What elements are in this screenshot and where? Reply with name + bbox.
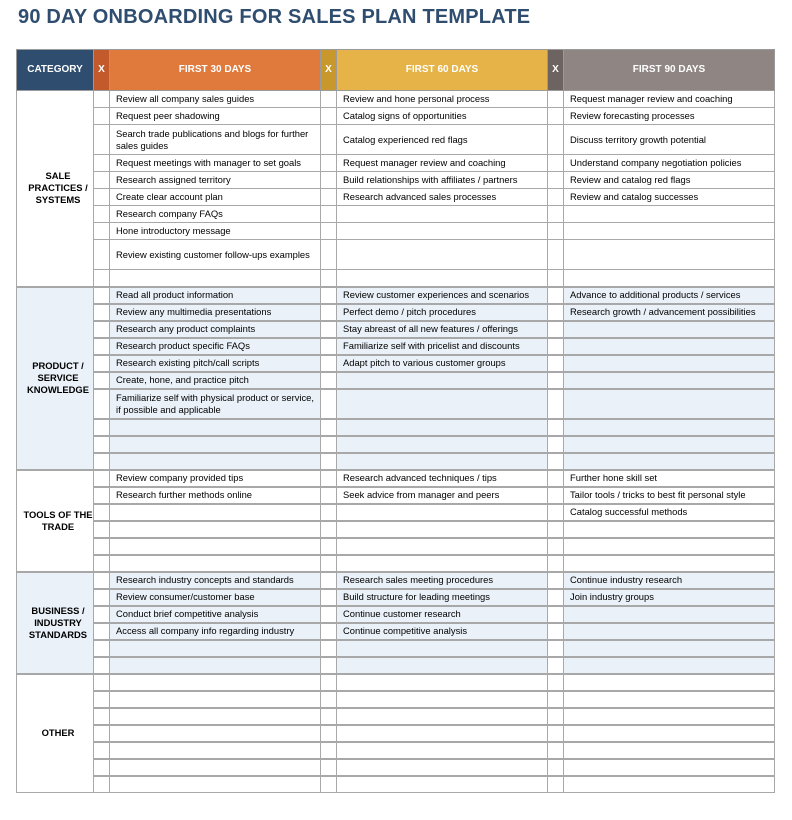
task-cell-d60[interactable]: [337, 504, 548, 521]
task-cell-d60[interactable]: [337, 223, 548, 240]
task-cell-d30[interactable]: Request meetings with manager to set goals: [110, 155, 321, 172]
checkbox-cell-d60[interactable]: [321, 691, 337, 708]
task-cell-d30[interactable]: Create, hone, and practice pitch: [110, 372, 321, 389]
checkbox-cell-d90[interactable]: [548, 189, 564, 206]
checkbox-cell-d90[interactable]: [548, 555, 564, 572]
checkbox-cell-d90[interactable]: [548, 538, 564, 555]
checkbox-cell-d30[interactable]: [94, 691, 110, 708]
checkbox-cell-d30[interactable]: [94, 172, 110, 189]
checkbox-cell-d30[interactable]: [94, 372, 110, 389]
task-cell-d60[interactable]: [337, 372, 548, 389]
task-cell-d90[interactable]: [564, 240, 775, 270]
table-row: [17, 372, 775, 389]
task-cell-d60[interactable]: [337, 691, 548, 708]
task-cell-d60[interactable]: Catalog experienced red flags: [337, 125, 548, 155]
checkbox-cell-d60[interactable]: [321, 589, 337, 606]
checkbox-cell-d90[interactable]: [548, 657, 564, 674]
task-cell-d90[interactable]: [564, 223, 775, 240]
task-cell-d60[interactable]: Continue competitive analysis: [337, 623, 548, 640]
task-cell-d90[interactable]: [564, 657, 775, 674]
checkbox-cell-d90[interactable]: [548, 338, 564, 355]
task-cell-d90[interactable]: Review and catalog red flags: [564, 172, 775, 189]
checkbox-cell-d30[interactable]: [94, 453, 110, 470]
checkbox-cell-d90[interactable]: [548, 389, 564, 419]
checkbox-cell-d60[interactable]: [321, 470, 337, 487]
task-cell-d60[interactable]: Stay abreast of all new features / offerings: [337, 321, 548, 338]
table-row: [17, 776, 775, 793]
checkbox-cell-d90[interactable]: [548, 708, 564, 725]
task-cell-d60[interactable]: [337, 725, 548, 742]
task-cell-d60[interactable]: [337, 657, 548, 674]
checkbox-cell-d30[interactable]: [94, 270, 110, 287]
checkbox-cell-d30[interactable]: [94, 674, 110, 691]
checkbox-cell-d90[interactable]: [548, 155, 564, 172]
checkbox-cell-d90[interactable]: [548, 240, 564, 270]
table-row: [17, 125, 775, 155]
checkbox-cell-d90[interactable]: [548, 172, 564, 189]
task-cell-d60[interactable]: [337, 776, 548, 793]
task-cell-d30[interactable]: [110, 504, 321, 521]
table-row: [17, 623, 775, 640]
check-header-90: X: [548, 50, 564, 91]
task-cell-d90[interactable]: [564, 270, 775, 287]
table-row: [17, 355, 775, 372]
checkbox-cell-d60[interactable]: [321, 708, 337, 725]
task-cell-d90[interactable]: [564, 708, 775, 725]
checkbox-cell-d60[interactable]: [321, 640, 337, 657]
task-cell-d90[interactable]: [564, 338, 775, 355]
category-group: [17, 287, 775, 470]
table-row: [17, 419, 775, 436]
table-row: [17, 470, 775, 487]
task-cell-d30[interactable]: [110, 640, 321, 657]
task-cell-d30[interactable]: Research company FAQs: [110, 206, 321, 223]
checkbox-cell-d60[interactable]: [321, 155, 337, 172]
task-cell-d60[interactable]: Request manager review and coaching: [337, 155, 548, 172]
table-row: [17, 223, 775, 240]
checkbox-cell-d60[interactable]: [321, 572, 337, 589]
task-cell-d90[interactable]: [564, 759, 775, 776]
checkbox-cell-d30[interactable]: [94, 623, 110, 640]
task-cell-d60[interactable]: [337, 708, 548, 725]
table-row: [17, 91, 775, 108]
checkbox-cell-d60[interactable]: [321, 108, 337, 125]
checkbox-cell-d30[interactable]: [94, 538, 110, 555]
checkbox-cell-d30[interactable]: [94, 572, 110, 589]
checkbox-cell-d90[interactable]: [548, 759, 564, 776]
header-row: [17, 50, 775, 91]
first-30-days-header: FIRST 30 DAYS: [110, 50, 321, 91]
checkbox-cell-d30[interactable]: [94, 521, 110, 538]
table-row: [17, 389, 775, 419]
task-cell-d90[interactable]: [564, 776, 775, 793]
checkbox-cell-d30[interactable]: [94, 419, 110, 436]
task-cell-d90[interactable]: Continue industry research: [564, 572, 775, 589]
category-label: SALE PRACTICES / SYSTEMS: [17, 91, 94, 287]
category-header: CATEGORY: [17, 50, 94, 91]
table-row: [17, 172, 775, 189]
checkbox-cell-d60[interactable]: [321, 453, 337, 470]
category-group: [17, 91, 775, 287]
task-cell-d30[interactable]: [110, 436, 321, 453]
task-cell-d30[interactable]: [110, 708, 321, 725]
task-cell-d30[interactable]: [110, 555, 321, 572]
table-row: [17, 725, 775, 742]
category-group: [17, 674, 775, 793]
checkbox-cell-d60[interactable]: [321, 487, 337, 504]
checkbox-cell-d30[interactable]: [94, 776, 110, 793]
task-cell-d90[interactable]: Review forecasting processes: [564, 108, 775, 125]
checkbox-cell-d30[interactable]: [94, 470, 110, 487]
task-cell-d90[interactable]: [564, 606, 775, 623]
task-cell-d60[interactable]: Research advanced sales processes: [337, 189, 548, 206]
checkbox-cell-d30[interactable]: [94, 389, 110, 419]
table-row: [17, 108, 775, 125]
task-cell-d30[interactable]: [110, 538, 321, 555]
checkbox-cell-d90[interactable]: [548, 372, 564, 389]
table-row: [17, 436, 775, 453]
table-row: [17, 304, 775, 321]
checkbox-cell-d90[interactable]: [548, 453, 564, 470]
task-cell-d30[interactable]: Review any multimedia presentations: [110, 304, 321, 321]
category-label: PRODUCT / SERVICE KNOWLEDGE: [17, 287, 94, 470]
checkbox-cell-d60[interactable]: [321, 304, 337, 321]
checkbox-cell-d60[interactable]: [321, 338, 337, 355]
task-cell-d60[interactable]: Continue customer research: [337, 606, 548, 623]
checkbox-cell-d30[interactable]: [94, 742, 110, 759]
checkbox-cell-d30[interactable]: [94, 725, 110, 742]
task-cell-d30[interactable]: Create clear account plan: [110, 189, 321, 206]
checkbox-cell-d60[interactable]: [321, 91, 337, 108]
table-row: [17, 206, 775, 223]
task-cell-d90[interactable]: [564, 453, 775, 470]
checkbox-cell-d30[interactable]: [94, 759, 110, 776]
category-label: TOOLS OF THE TRADE: [17, 470, 94, 572]
task-cell-d30[interactable]: Research any product complaints: [110, 321, 321, 338]
checkbox-cell-d30[interactable]: [94, 321, 110, 338]
checkbox-cell-d60[interactable]: [321, 389, 337, 419]
checkbox-cell-d60[interactable]: [321, 623, 337, 640]
checkbox-cell-d60[interactable]: [321, 223, 337, 240]
task-cell-d60[interactable]: Build relationships with affiliates / partners: [337, 172, 548, 189]
checkbox-cell-d90[interactable]: [548, 640, 564, 657]
task-cell-d90[interactable]: Request manager review and coaching: [564, 91, 775, 108]
task-cell-d90[interactable]: [564, 742, 775, 759]
task-cell-d30[interactable]: Research existing pitch/call scripts: [110, 355, 321, 372]
task-cell-d30[interactable]: [110, 419, 321, 436]
table-row: [17, 742, 775, 759]
table-row: [17, 538, 775, 555]
checkbox-cell-d30[interactable]: [94, 287, 110, 304]
checkbox-cell-d60[interactable]: [321, 240, 337, 270]
checkbox-cell-d60[interactable]: [321, 125, 337, 155]
task-cell-d90[interactable]: [564, 321, 775, 338]
checkbox-cell-d60[interactable]: [321, 674, 337, 691]
checkbox-cell-d30[interactable]: [94, 108, 110, 125]
task-cell-d90[interactable]: [564, 691, 775, 708]
table-row: [17, 674, 775, 691]
category-label: BUSINESS / INDUSTRY STANDARDS: [17, 572, 94, 674]
checkbox-cell-d60[interactable]: [321, 606, 337, 623]
table-row: [17, 504, 775, 521]
checkbox-cell-d30[interactable]: [94, 240, 110, 270]
checkbox-cell-d30[interactable]: [94, 206, 110, 223]
table-row: [17, 155, 775, 172]
checkbox-cell-d30[interactable]: [94, 589, 110, 606]
checkbox-cell-d30[interactable]: [94, 338, 110, 355]
checkbox-cell-d30[interactable]: [94, 91, 110, 108]
task-cell-d90[interactable]: Discuss territory growth potential: [564, 125, 775, 155]
table-row: [17, 270, 775, 287]
checkbox-cell-d90[interactable]: [548, 674, 564, 691]
task-cell-d60[interactable]: Adapt pitch to various customer groups: [337, 355, 548, 372]
task-cell-d30[interactable]: Research assigned territory: [110, 172, 321, 189]
check-header-30: X: [94, 50, 110, 91]
table-row: [17, 606, 775, 623]
task-cell-d90[interactable]: [564, 725, 775, 742]
task-cell-d90[interactable]: Catalog successful methods: [564, 504, 775, 521]
checkbox-cell-d60[interactable]: [321, 372, 337, 389]
table-row: [17, 338, 775, 355]
task-cell-d30[interactable]: [110, 725, 321, 742]
first-90-days-header: FIRST 90 DAYS: [564, 50, 775, 91]
checkbox-cell-d60[interactable]: [321, 555, 337, 572]
checkbox-cell-d90[interactable]: [548, 223, 564, 240]
checkbox-cell-d90[interactable]: [548, 287, 564, 304]
task-cell-d60[interactable]: [337, 538, 548, 555]
task-cell-d30[interactable]: Search trade publications and blogs for further sales guides: [110, 125, 321, 155]
checkbox-cell-d30[interactable]: [94, 657, 110, 674]
task-cell-d90[interactable]: [564, 555, 775, 572]
task-cell-d60[interactable]: [337, 419, 548, 436]
task-cell-d30[interactable]: [110, 742, 321, 759]
table-row: [17, 555, 775, 572]
table-row: [17, 759, 775, 776]
task-cell-d90[interactable]: [564, 674, 775, 691]
table-row: [17, 521, 775, 538]
checkbox-cell-d60[interactable]: [321, 189, 337, 206]
checkbox-cell-d30[interactable]: [94, 304, 110, 321]
task-cell-d90[interactable]: [564, 436, 775, 453]
checkbox-cell-d90[interactable]: [548, 521, 564, 538]
checkbox-cell-d30[interactable]: [94, 436, 110, 453]
task-cell-d60[interactable]: [337, 674, 548, 691]
checkbox-cell-d60[interactable]: [321, 759, 337, 776]
task-cell-d30[interactable]: Review consumer/customer base: [110, 589, 321, 606]
task-cell-d30[interactable]: [110, 776, 321, 793]
checkbox-cell-d90[interactable]: [548, 776, 564, 793]
checkbox-cell-d60[interactable]: [321, 657, 337, 674]
task-cell-d30[interactable]: Research product specific FAQs: [110, 338, 321, 355]
task-cell-d30[interactable]: [110, 270, 321, 287]
checkbox-cell-d30[interactable]: [94, 223, 110, 240]
check-header-60: X: [321, 50, 337, 91]
checkbox-cell-d30[interactable]: [94, 355, 110, 372]
task-cell-d90[interactable]: Understand company negotiation policies: [564, 155, 775, 172]
checkbox-cell-d90[interactable]: [548, 355, 564, 372]
checkbox-cell-d60[interactable]: [321, 725, 337, 742]
checkbox-cell-d90[interactable]: [548, 725, 564, 742]
task-cell-d30[interactable]: Read all product information: [110, 287, 321, 304]
category-label: OTHER: [17, 674, 94, 793]
checkbox-cell-d90[interactable]: [548, 742, 564, 759]
table-row: [17, 487, 775, 504]
checkbox-cell-d90[interactable]: [548, 470, 564, 487]
checkbox-cell-d90[interactable]: [548, 487, 564, 504]
task-cell-d60[interactable]: [337, 742, 548, 759]
checkbox-cell-d60[interactable]: [321, 504, 337, 521]
checkbox-cell-d30[interactable]: [94, 189, 110, 206]
task-cell-d30[interactable]: Review existing customer follow-ups examples: [110, 240, 321, 270]
task-cell-d30[interactable]: [110, 674, 321, 691]
checkbox-cell-d90[interactable]: [548, 436, 564, 453]
task-cell-d60[interactable]: Research sales meeting procedures: [337, 572, 548, 589]
table-row: [17, 321, 775, 338]
task-cell-d60[interactable]: Review customer experiences and scenarios: [337, 287, 548, 304]
table-row: [17, 708, 775, 725]
task-cell-d90[interactable]: [564, 623, 775, 640]
checkbox-cell-d90[interactable]: [548, 623, 564, 640]
task-cell-d30[interactable]: Request peer shadowing: [110, 108, 321, 125]
category-group: [17, 470, 775, 572]
checkbox-cell-d90[interactable]: [548, 321, 564, 338]
checkbox-cell-d60[interactable]: [321, 287, 337, 304]
task-cell-d90[interactable]: [564, 538, 775, 555]
table-row: [17, 589, 775, 606]
checkbox-cell-d60[interactable]: [321, 742, 337, 759]
table-row: [17, 287, 775, 304]
task-cell-d90[interactable]: [564, 640, 775, 657]
task-cell-d90[interactable]: [564, 521, 775, 538]
task-cell-d90[interactable]: [564, 206, 775, 223]
checkbox-cell-d90[interactable]: [548, 589, 564, 606]
task-cell-d60[interactable]: Review and hone personal process: [337, 91, 548, 108]
task-cell-d60[interactable]: Build structure for leading meetings: [337, 589, 548, 606]
checkbox-cell-d60[interactable]: [321, 538, 337, 555]
checkbox-cell-d90[interactable]: [548, 125, 564, 155]
task-cell-d90[interactable]: Research growth / advancement possibilities: [564, 304, 775, 321]
checkbox-cell-d90[interactable]: [548, 304, 564, 321]
task-cell-d60[interactable]: [337, 436, 548, 453]
checkbox-cell-d60[interactable]: [321, 521, 337, 538]
checkbox-cell-d90[interactable]: [548, 91, 564, 108]
checkbox-cell-d60[interactable]: [321, 436, 337, 453]
checkbox-cell-d60[interactable]: [321, 270, 337, 287]
task-cell-d60[interactable]: [337, 521, 548, 538]
task-cell-d90[interactable]: [564, 419, 775, 436]
task-cell-d60[interactable]: [337, 270, 548, 287]
task-cell-d60[interactable]: [337, 206, 548, 223]
task-cell-d30[interactable]: Familiarize self with physical product or service, if possible and applicable: [110, 389, 321, 419]
category-group: [17, 572, 775, 674]
task-cell-d90[interactable]: [564, 372, 775, 389]
task-cell-d90[interactable]: Further hone skill set: [564, 470, 775, 487]
task-cell-d60[interactable]: Catalog signs of opportunities: [337, 108, 548, 125]
table-row: [17, 189, 775, 206]
task-cell-d30[interactable]: Research further methods online: [110, 487, 321, 504]
checkbox-cell-d90[interactable]: [548, 606, 564, 623]
first-60-days-header: FIRST 60 DAYS: [337, 50, 548, 91]
task-cell-d60[interactable]: [337, 759, 548, 776]
task-cell-d30[interactable]: [110, 657, 321, 674]
table-row: [17, 453, 775, 470]
checkbox-cell-d30[interactable]: [94, 555, 110, 572]
table-row: [17, 691, 775, 708]
task-cell-d60[interactable]: Seek advice from manager and peers: [337, 487, 548, 504]
checkbox-cell-d90[interactable]: [548, 419, 564, 436]
table-row: [17, 572, 775, 589]
checkbox-cell-d30[interactable]: [94, 487, 110, 504]
checkbox-cell-d30[interactable]: [94, 504, 110, 521]
checkbox-cell-d30[interactable]: [94, 125, 110, 155]
checkbox-cell-d60[interactable]: [321, 776, 337, 793]
checkbox-cell-d60[interactable]: [321, 172, 337, 189]
checkbox-cell-d90[interactable]: [548, 206, 564, 223]
task-cell-d30[interactable]: Review all company sales guides: [110, 91, 321, 108]
task-cell-d30[interactable]: [110, 759, 321, 776]
task-cell-d60[interactable]: Familiarize self with pricelist and discounts: [337, 338, 548, 355]
page-title: 90 DAY ONBOARDING FOR SALES PLAN TEMPLATE: [18, 6, 531, 28]
task-cell-d90[interactable]: Tailor tools / tricks to best fit personal style: [564, 487, 775, 504]
table-row: [17, 240, 775, 270]
task-cell-d60[interactable]: [337, 453, 548, 470]
checkbox-cell-d90[interactable]: [548, 572, 564, 589]
onboarding-plan-table: [16, 49, 775, 793]
task-cell-d90[interactable]: Review and catalog successes: [564, 189, 775, 206]
task-cell-d90[interactable]: Join industry groups: [564, 589, 775, 606]
task-cell-d60[interactable]: [337, 240, 548, 270]
checkbox-cell-d60[interactable]: [321, 321, 337, 338]
checkbox-cell-d60[interactable]: [321, 206, 337, 223]
task-cell-d60[interactable]: Perfect demo / pitch procedures: [337, 304, 548, 321]
table-row: [17, 657, 775, 674]
checkbox-cell-d30[interactable]: [94, 606, 110, 623]
checkbox-cell-d90[interactable]: [548, 108, 564, 125]
task-cell-d90[interactable]: [564, 389, 775, 419]
checkbox-cell-d30[interactable]: [94, 708, 110, 725]
checkbox-cell-d90[interactable]: [548, 270, 564, 287]
task-cell-d60[interactable]: Research advanced techniques / tips: [337, 470, 548, 487]
task-cell-d30[interactable]: Conduct brief competitive analysis: [110, 606, 321, 623]
task-cell-d90[interactable]: [564, 355, 775, 372]
task-cell-d30[interactable]: [110, 453, 321, 470]
task-cell-d30[interactable]: [110, 521, 321, 538]
task-cell-d90[interactable]: Advance to additional products / services: [564, 287, 775, 304]
checkbox-cell-d60[interactable]: [321, 419, 337, 436]
checkbox-cell-d30[interactable]: [94, 640, 110, 657]
task-cell-d60[interactable]: [337, 389, 548, 419]
table-row: [17, 640, 775, 657]
checkbox-cell-d30[interactable]: [94, 155, 110, 172]
task-cell-d30[interactable]: Review company provided tips: [110, 470, 321, 487]
checkbox-cell-d90[interactable]: [548, 691, 564, 708]
checkbox-cell-d90[interactable]: [548, 504, 564, 521]
task-cell-d30[interactable]: Access all company info regarding industry: [110, 623, 321, 640]
task-cell-d30[interactable]: [110, 691, 321, 708]
task-cell-d30[interactable]: Hone introductory message: [110, 223, 321, 240]
task-cell-d30[interactable]: Research industry concepts and standards: [110, 572, 321, 589]
task-cell-d60[interactable]: [337, 555, 548, 572]
checkbox-cell-d60[interactable]: [321, 355, 337, 372]
task-cell-d60[interactable]: [337, 640, 548, 657]
